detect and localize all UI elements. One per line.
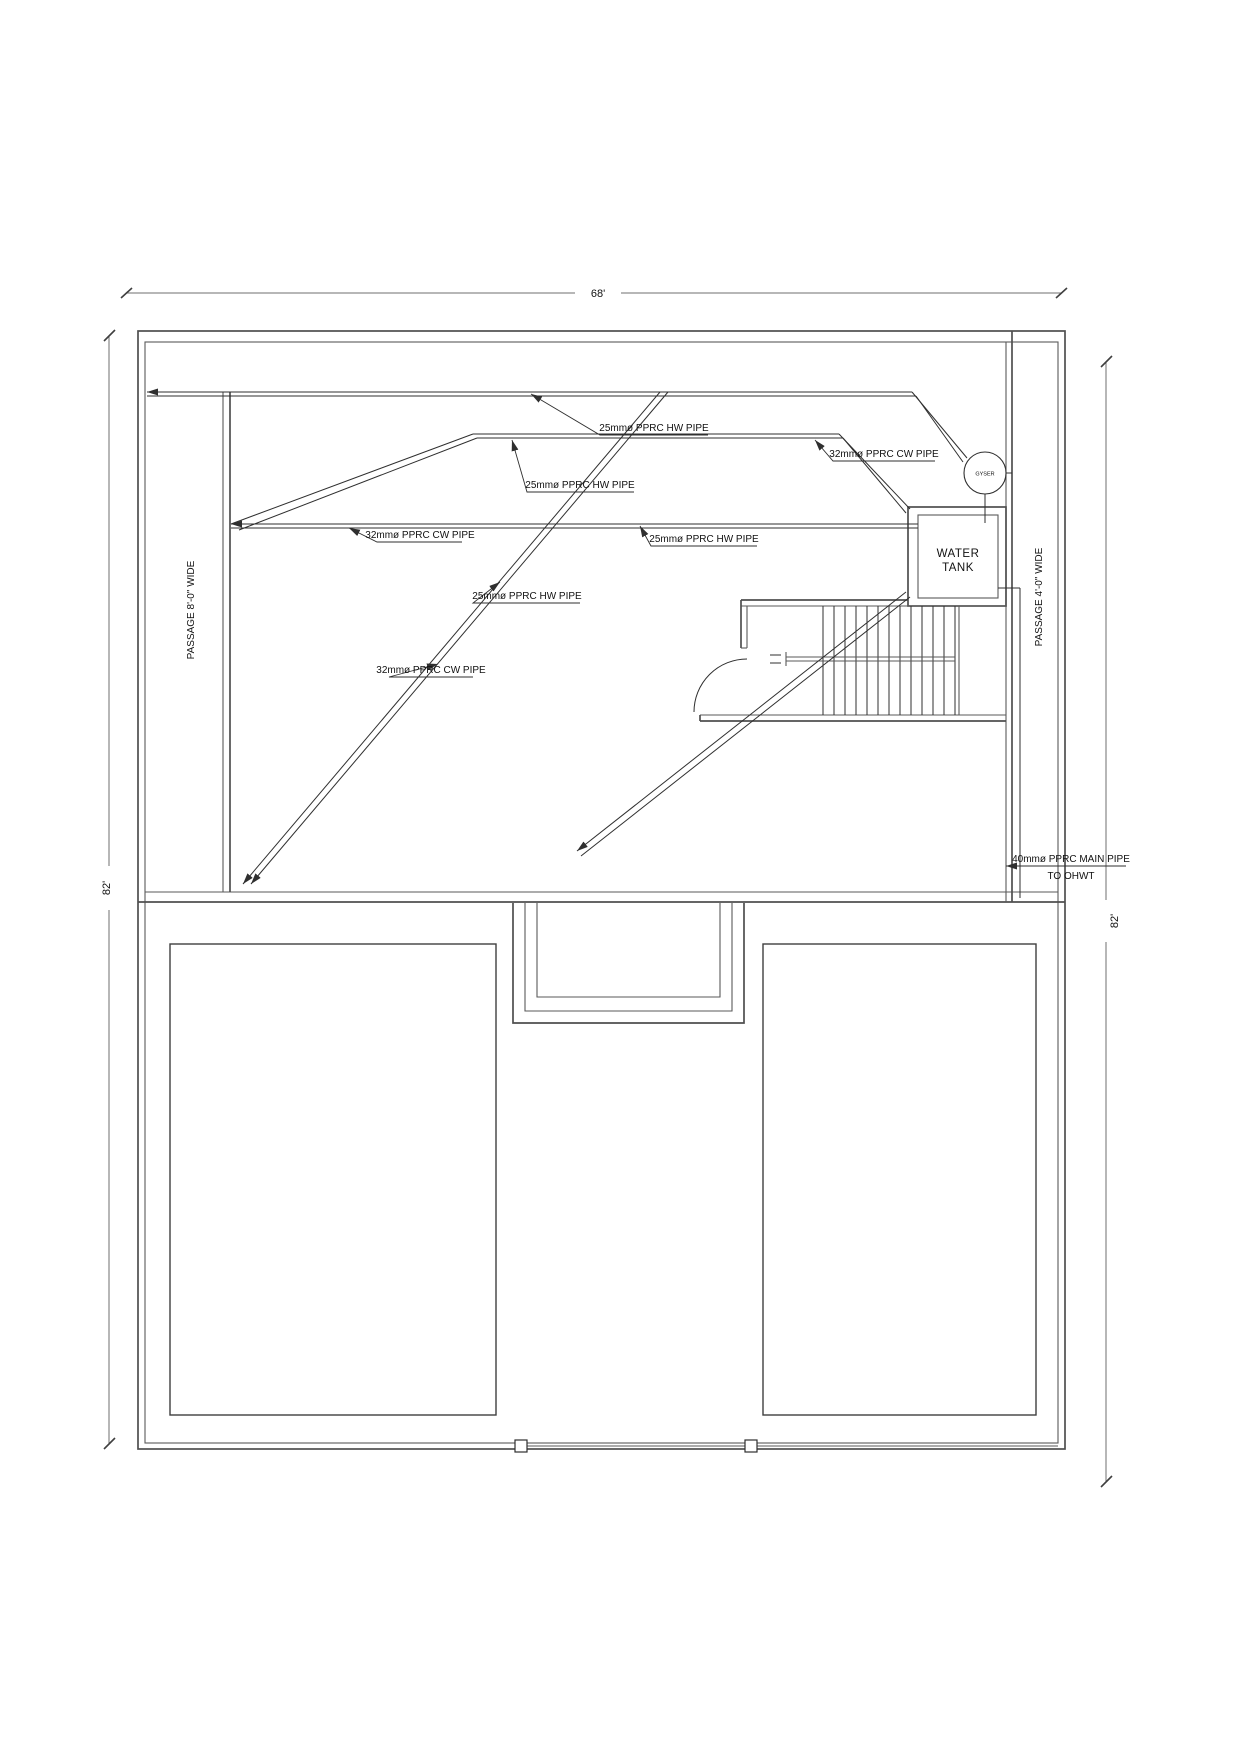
center-courtyard — [513, 903, 744, 1023]
water-tank-label-2: TANK — [942, 562, 974, 574]
dim-top-label: 68' — [590, 288, 606, 300]
right-passage-wall — [1006, 331, 1012, 902]
bottom-column-marker-left — [515, 1440, 527, 1452]
label-hw-diag-text: 25mmø PPRC HW PIPE — [472, 591, 582, 602]
label-cw-lower-text: 32mmø PPRC CW PIPE — [365, 530, 475, 541]
dimension-left — [101, 330, 115, 1449]
water-tank-label-1: WATER — [936, 548, 980, 560]
label-hw-mid — [512, 440, 635, 492]
dim-right-label: 82' — [1109, 913, 1121, 929]
dim-left-label: 82' — [101, 880, 113, 896]
divider-wall — [138, 892, 1065, 902]
stair — [694, 600, 1006, 721]
label-main-pipe-text-2: TO OHWT — [1047, 871, 1095, 882]
passage-right-label: PASSAGE 4'-0" WIDE — [1034, 547, 1045, 647]
door-arc — [694, 659, 747, 712]
left-passage-wall — [223, 392, 230, 892]
gyser-circle — [964, 452, 1012, 523]
label-hw-diag — [472, 582, 582, 603]
label-cw-diag-text: 32mmø PPRC CW PIPE — [376, 665, 486, 676]
label-hw-mid-text: 25mmø PPRC HW PIPE — [525, 480, 635, 491]
label-hw-lower — [640, 526, 759, 546]
label-cw-diag — [376, 664, 486, 677]
pipe-main-40mm — [998, 588, 1020, 898]
room-right — [763, 944, 1036, 1415]
dimension-right — [1101, 356, 1121, 1487]
water-tank — [908, 507, 1006, 606]
label-main-pipe-text-1: 40mmø PPRC MAIN PIPE — [1012, 854, 1130, 865]
label-cw-lower — [349, 528, 475, 542]
label-cw-right — [815, 440, 939, 461]
label-hw-top-text: 25mmø PPRC HW PIPE — [599, 423, 709, 434]
label-cw-right-text: 32mmø PPRC CW PIPE — [829, 449, 939, 460]
room-left — [170, 944, 496, 1415]
gyser-label: GYSER — [975, 471, 995, 478]
label-main-pipe — [1006, 854, 1130, 882]
passage-left-label: PASSAGE 8'-0" WIDE — [186, 560, 197, 660]
pipe-diagonal-long — [243, 392, 668, 884]
bottom-column-marker-right — [745, 1440, 757, 1452]
stair-rail — [770, 652, 955, 666]
dimension-top — [121, 288, 1067, 300]
pipe-bundle-lower — [231, 524, 918, 528]
bottom-wall-details — [515, 1440, 1058, 1452]
pipe-diagonal-tank — [577, 592, 910, 856]
outer-walls — [138, 331, 1065, 1449]
label-hw-top — [531, 394, 709, 435]
label-hw-lower-text: 25mmø PPRC HW PIPE — [649, 534, 759, 545]
